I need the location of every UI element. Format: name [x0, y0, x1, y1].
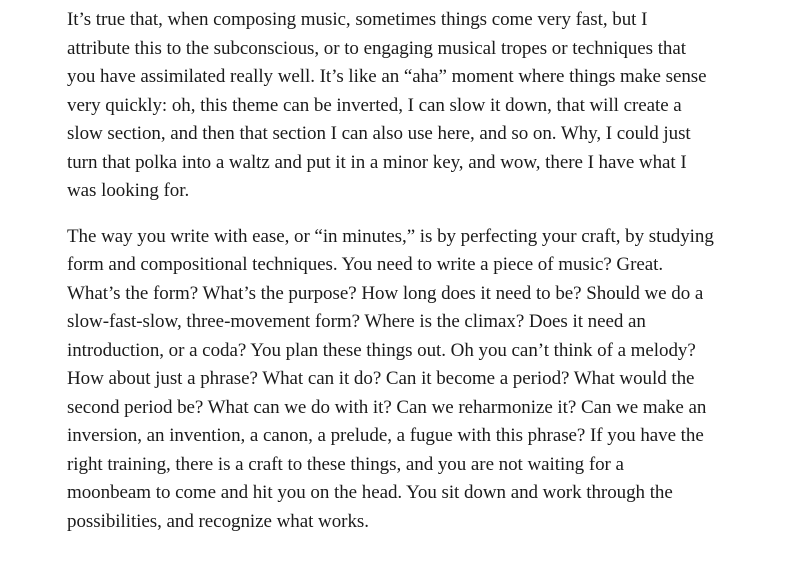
- text-line: was looking for.: [67, 180, 190, 201]
- text-line: slow section, and then that section I can also use here, and so on. Why, I could just: [67, 123, 691, 144]
- text-line: moonbeam to come and hit you on the head. You sit down and work through the: [67, 482, 673, 503]
- text-line: inversion, an invention, a canon, a prelude, a fugue with this phrase? If you have the: [67, 425, 704, 446]
- text-line: What’s the form? What’s the purpose? How long does it need to be? Should we do a: [67, 282, 704, 304]
- text-line: turn that polka into a waltz and put it in a minor key, and wow, there I have what I: [67, 151, 687, 173]
- text-line: attribute this to the subconscious, or to engaging musical tropes or techniques that: [67, 37, 686, 59]
- text-line: The way you write with ease, or “in minutes,” is by perfecting your craft, by studying: [67, 225, 714, 247]
- text-line: second period be? What can we do with it? Can we reharmonize it? Can we make an: [67, 396, 707, 418]
- paragraph-2: [67, 223, 799, 537]
- text-line: form and compositional techniques. You need to write a piece of music? Great.: [67, 254, 664, 275]
- text-line: very quickly: oh, this theme can be inverted, I can slow it down, that will create a: [67, 94, 682, 116]
- text-line: you have assimilated really well. It’s like an “aha” moment where things make sense: [67, 66, 707, 87]
- text-line: possibilities, and recognize what works.: [67, 510, 369, 532]
- text-line: It’s true that, when composing music, sometimes things come very fast, but I: [67, 9, 648, 30]
- text-line: How about just a phrase? What can it do? Can it become a period? What would the: [67, 368, 695, 389]
- text-line: introduction, or a coda? You plan these things out. Oh you can’t think of a melody?: [67, 339, 696, 361]
- paragraph-1: [67, 6, 799, 206]
- text-line: slow-fast-slow, three-movement form? Where is the climax? Does it need an: [67, 311, 646, 332]
- text-line: right training, there is a craft to these things, and you are not waiting for a: [67, 453, 624, 475]
